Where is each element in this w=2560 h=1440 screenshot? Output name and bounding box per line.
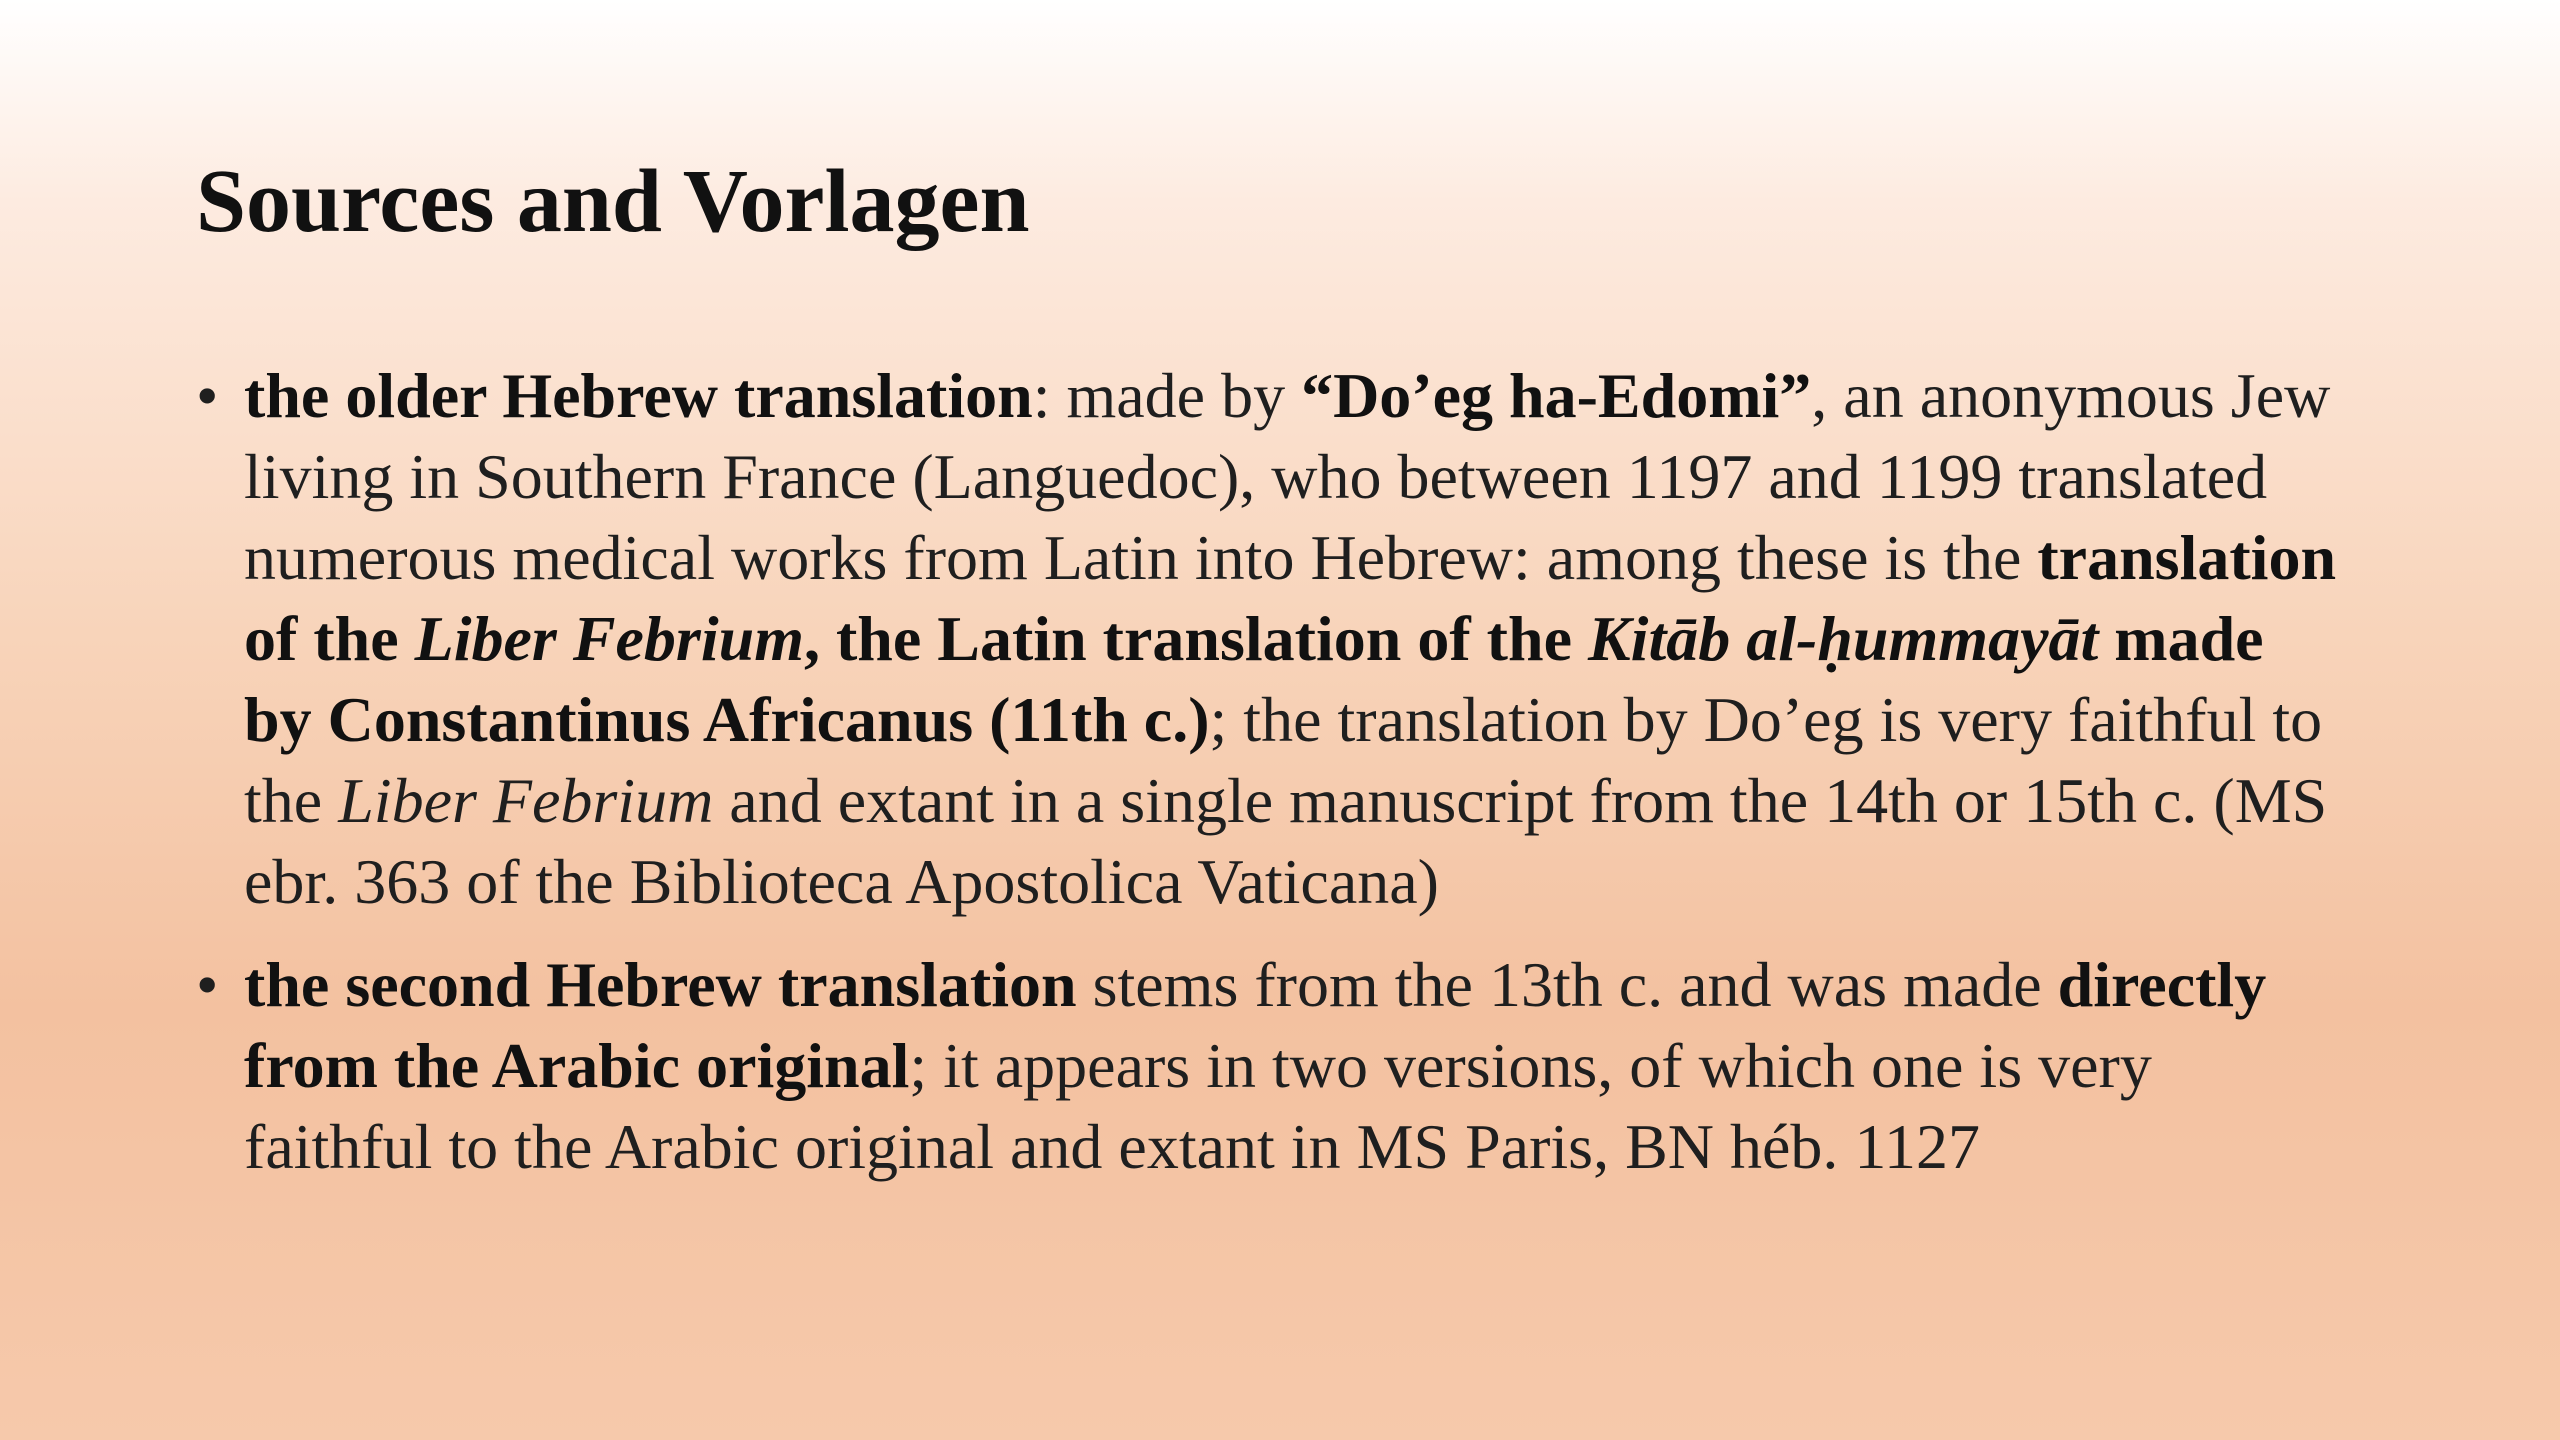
bullet-1-emphasis: translation of the — [244, 522, 2337, 674]
bullet-1-term: the older Hebrew translation — [244, 360, 1033, 431]
bullet-1-work-title: Liber Febrium — [338, 765, 714, 836]
bullet-1-translator-name: “Do’eg ha-Edomi” — [1301, 360, 1812, 431]
bullet-2-text: ; it appears in two versions, of which one is very faithful to the Arabic original and extant in MS Paris, BN héb. 1127 — [244, 1030, 2152, 1182]
bullet-1-text: ; the translation by Do’eg is very faithful to the — [244, 684, 2323, 836]
bullet-list — [196, 355, 2346, 1209]
bullet-2-emphasis: directly from the Arabic original — [244, 949, 2267, 1101]
bullet-item-older-translation — [196, 355, 2346, 922]
bullet-icon: • — [196, 360, 219, 431]
bullet-item-second-translation — [196, 944, 2346, 1187]
bullet-1-emphasis: , the Latin translation of the — [803, 603, 1588, 674]
bullet-1-text: , an anonymous Jew living in Southern France (Languedoc), who between 1197 and 1199 translated numerous medical works from Latin into Hebrew: among these is the — [244, 360, 2331, 593]
bullet-1-work-title: Liber Febrium — [414, 603, 804, 674]
bullet-2-term: the second Hebrew translation — [244, 949, 1077, 1020]
bullet-1-text: : made by — [1032, 360, 1302, 431]
bullet-2-text: stems from the 13th c. and was made — [1076, 949, 2058, 1020]
bullet-1-text: and extant in a single manuscript from the 14th or 15th c. (MS ebr. 363 of the Biblioteca Apostolica Vaticana) — [244, 765, 2328, 917]
bullet-icon: • — [196, 949, 219, 1020]
bullet-1-emphasis: made by Constantinus Africanus (11th c.) — [244, 603, 2264, 755]
bullet-1-work-title: Kitāb al-ḥummayāt — [1587, 603, 2099, 674]
slide-title: Sources and Vorlagen — [196, 152, 1030, 251]
